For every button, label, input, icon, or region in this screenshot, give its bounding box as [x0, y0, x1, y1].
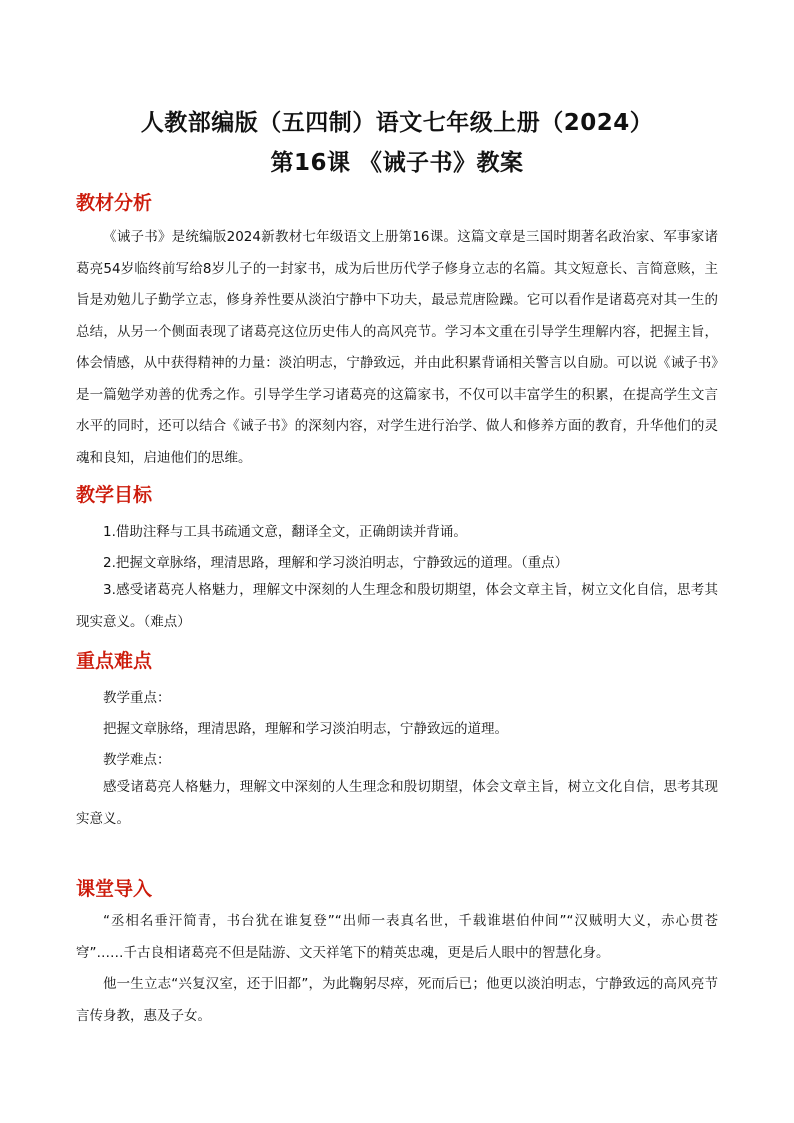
section-heading-intro: 课堂导入	[76, 878, 153, 900]
difficulty-label: 教学难点：	[103, 752, 171, 768]
document-title-line1: 人教部编版（五四制）语文七年级上册（2024）	[140, 110, 654, 136]
analysis-paragraph: 《诫子书》是统编版2024新教材七年级语文上册第16课。这篇文章是三国时期著名政治家、军事家诸葛亮54岁临终前写给8岁儿子的一封家书，成为后世历代学子修身立志的名篇。其文短意长、言简意赅，主旨是劝勉儿子勤学立志，修身养性要从淡泊宁静中下功夫，最忌荒唐险躁。它可以看作是诸葛亮对其一生的总结，从另一个侧面表现了诸葛亮这位历史伟人的高风亮节。学习本文重在引导学生理解内容，把握主旨，体会情感，从中获得精神的力量：淡泊明志，宁静致远，并由此积累背诵相关警言以自励。可以说《诫子书》是一篇勉学劝善的优秀之作。引导学生学习诸葛亮的这篇家书，不仅可以丰富学生的积累，在提高学生文言水平的同时，还可以结合《诫子书》的深刻内容，对学生进行治学、做人和修养方面的教育，升华他们的灵魂和良知，启迪他们的思维。	[76, 229, 718, 466]
focus-label: 教学重点：	[103, 690, 171, 706]
intro-paragraph-1: “丞相名垂汗简青，书台犹在谁复登”“出师一表真名世，千载谁堪伯仲间”“汉贼明大义，赤心贯苍穹”……千古良相诸葛亮不但是陆游、文天祥笔下的精英忠魂，更是后人眼中的智慧化身。	[76, 913, 718, 961]
difficulty-text: 感受诸葛亮人格魅力，理解文中深刻的人生理念和殷切期望，体会文章主旨，树立文化自信，思考其现实意义。	[76, 779, 718, 827]
document-title-line2: 第16课 《诫子书》教案	[270, 150, 524, 176]
goal-item-2: 2.把握文章脉络，理清思路，理解和学习淡泊明志，宁静致远的道理。（重点）	[103, 555, 569, 571]
intro-paragraph-2: 他一生立志“兴复汉室，还于旧都”，为此鞠躬尽瘁，死而后已；他更以淡泊明志，宁静致远的高风亮节言传身教，惠及子女。	[76, 976, 718, 1024]
section-heading-key-points: 重点难点	[76, 650, 153, 672]
goal-item-1: 1.借助注释与工具书疏通文意，翻译全文，正确朗读并背诵。	[103, 524, 467, 540]
section-heading-analysis: 教材分析	[76, 192, 153, 214]
section-heading-goals: 教学目标	[76, 484, 153, 506]
goal-item-3: 3.感受诸葛亮人格魅力，理解文中深刻的人生理念和殷切期望，体会文章主旨，树立文化自信，思考其现实意义。（难点）	[76, 582, 718, 630]
focus-text: 把握文章脉络，理清思路，理解和学习淡泊明志，宁静致远的道理。	[103, 721, 508, 737]
